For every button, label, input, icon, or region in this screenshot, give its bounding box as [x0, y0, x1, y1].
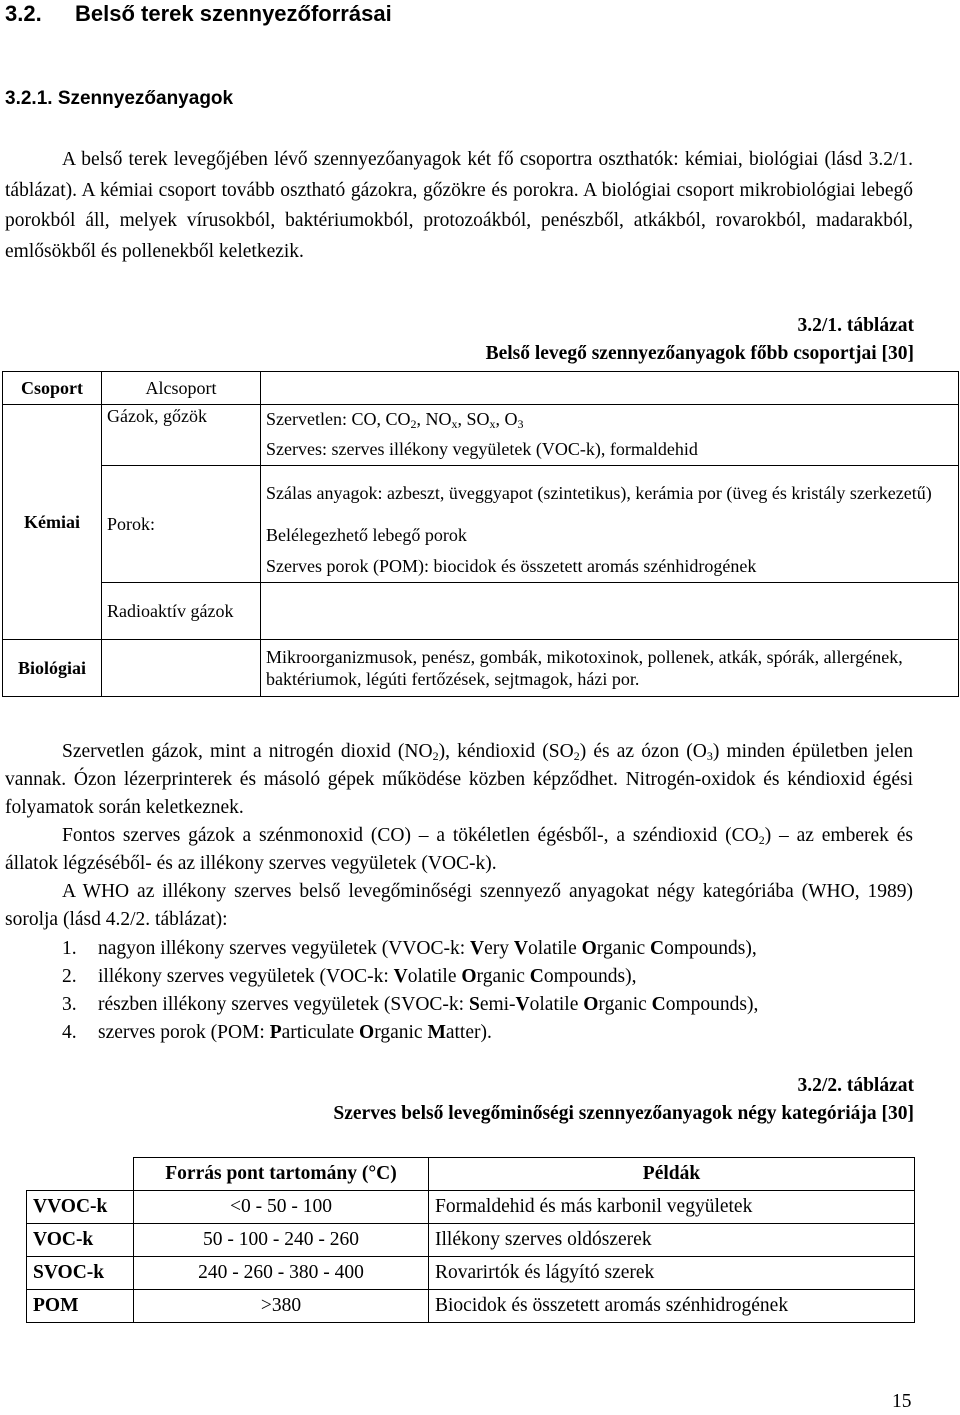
- table1-caption: Belső levegő szennyezőanyagok főbb csoportjai [30]: [485, 343, 914, 364]
- group-chemical: Kémiai: [3, 405, 102, 640]
- subgroup-dusts: Porok:: [102, 466, 261, 583]
- category-name: VOC-k: [27, 1224, 134, 1257]
- intro-paragraph: A belső terek levegőjében lévő szennyezőanyagok két fő csoportra oszthatók: kémiai, biológiai (lásd 3.2/1. táblázat). A kémiai csoport tovább osztható gázokra, gőzökre és porokra. A biológiai csoport mikrobiológiai lebegő porokból áll, melyek vírusokból, baktériumokból, protozoákból, penészből, atkákból, rovarokból, madarakból, emlősökből és pollenekből keletkezik.: [5, 149, 913, 262]
- boiling-range: 240 - 260 - 380 - 400: [134, 1257, 429, 1290]
- header-subgroup: Alcsoport: [102, 372, 261, 405]
- page-number: 15: [892, 1391, 912, 1412]
- subgroup-radioactive: Radioaktív gázok: [102, 583, 261, 640]
- table-row: [27, 1290, 915, 1323]
- category-name: VVOC-k: [27, 1191, 134, 1224]
- fibrous-materials: Szálas anyagok: azbeszt, üveggyapot (szintetikus), kerámia por (üveg és kristály szerkezetű): [261, 466, 959, 521]
- table-row: [27, 1191, 915, 1224]
- table2-number: 3.2/2. táblázat: [797, 1075, 914, 1096]
- organic-dust: Szerves porok (POM): biocidok és összetett aromás szénhidrogének: [266, 556, 757, 576]
- list-item: 3. részben illékony szerves vegyületek (SVOC-k: Semi-Volatile Organic Compounds),: [62, 994, 759, 1015]
- header-examples: Példák: [429, 1158, 915, 1191]
- list-item: 4. szerves porok (POM: Particulate Organic Matter).: [62, 1022, 492, 1043]
- section-title: Belső terek szennyezőforrásai: [75, 1, 392, 26]
- list-item: 2. illékony szerves vegyületek (VOC-k: Volatile Organic Compounds),: [62, 966, 637, 987]
- body-text: [5, 738, 913, 934]
- section-heading: [5, 0, 392, 28]
- subgroup-gases: Gázok, gőzök: [102, 405, 261, 466]
- who-categories-list: [62, 935, 758, 1047]
- examples: Rovarirtók és lágyító szerek: [429, 1257, 915, 1290]
- list-item: 1. nagyon illékony szerves vegyületek (VVOC-k: Very Volatile Organic Compounds),: [62, 938, 757, 959]
- section-number: 3.2.: [5, 1, 42, 26]
- organic-gases-paragraph: Fontos szerves gázok a szénmonoxid (CO) – a tökéletlen égésből-, a széndioxid $(CO_2)$ – az emberek és állatok légzéséből- és az illékony szerves vegyületek (VOC-k).: [5, 825, 913, 874]
- header-boiling-range: Forrás pont tartomány (°C): [134, 1158, 429, 1191]
- voc-categories-table: [26, 1157, 915, 1323]
- inorganic-gases: Szervetlen: CO, $CO_2$, $NO_x$, $SO_x$, $O_3$: [266, 409, 524, 431]
- examples: Formaldehid és más karbonil vegyületek: [429, 1191, 915, 1224]
- inhalable-dust: Belélegezhető lebegő porok: [266, 525, 467, 545]
- subsection-heading: 3.2.1. Szennyezőanyagok: [5, 88, 234, 109]
- category-name: SVOC-k: [27, 1257, 134, 1290]
- category-name: POM: [27, 1290, 134, 1323]
- boiling-range: <0 - 50 - 100: [134, 1191, 429, 1224]
- examples: Biocidok és összetett aromás szénhidrogének: [429, 1290, 915, 1323]
- table1-number: 3.2/1. táblázat: [797, 315, 914, 336]
- table-row: [27, 1224, 915, 1257]
- boiling-range: 50 - 100 - 240 - 260: [134, 1224, 429, 1257]
- biological-description: Mikroorganizmusok, penész, gombák, mikotoxinok, pollenek, atkák, spórák, allergének, baktériumok, légúti fertőzések, sejtmagok, házi por.: [261, 640, 959, 697]
- table2-caption: Szerves belső levegőminőségi szennyezőanyagok négy kategóriája [30]: [333, 1103, 914, 1124]
- header-group: Csoport: [3, 372, 102, 405]
- boiling-range: >380: [134, 1290, 429, 1323]
- examples: Illékony szerves oldószerek: [429, 1224, 915, 1257]
- organic-gases: Szerves: szerves illékony vegyületek (VOC-k), formaldehid: [266, 439, 698, 459]
- group-biological: Biológiai: [3, 640, 102, 697]
- who-paragraph: A WHO az illékony szerves belső levegőminőségi szennyező anyagokat négy kategóriába (WHO, 1989) sorolja (lásd 4.2/2. táblázat):: [5, 881, 913, 930]
- inorganic-gases-paragraph: Szervetlen gázok, mint a nitrogén dioxid $(NO_2)$, kéndioxid $(SO_2)$ és az ózon $(O_3)$ minden épületben jelen vannak. Ózon lézerprinterek és másoló gépek működése közben képződhet. Nitrogén-oxidok és kéndioxid égési folyamatok során keletkeznek.: [5, 741, 914, 818]
- table-row: [27, 1257, 915, 1290]
- pollutant-groups-table: [2, 371, 959, 697]
